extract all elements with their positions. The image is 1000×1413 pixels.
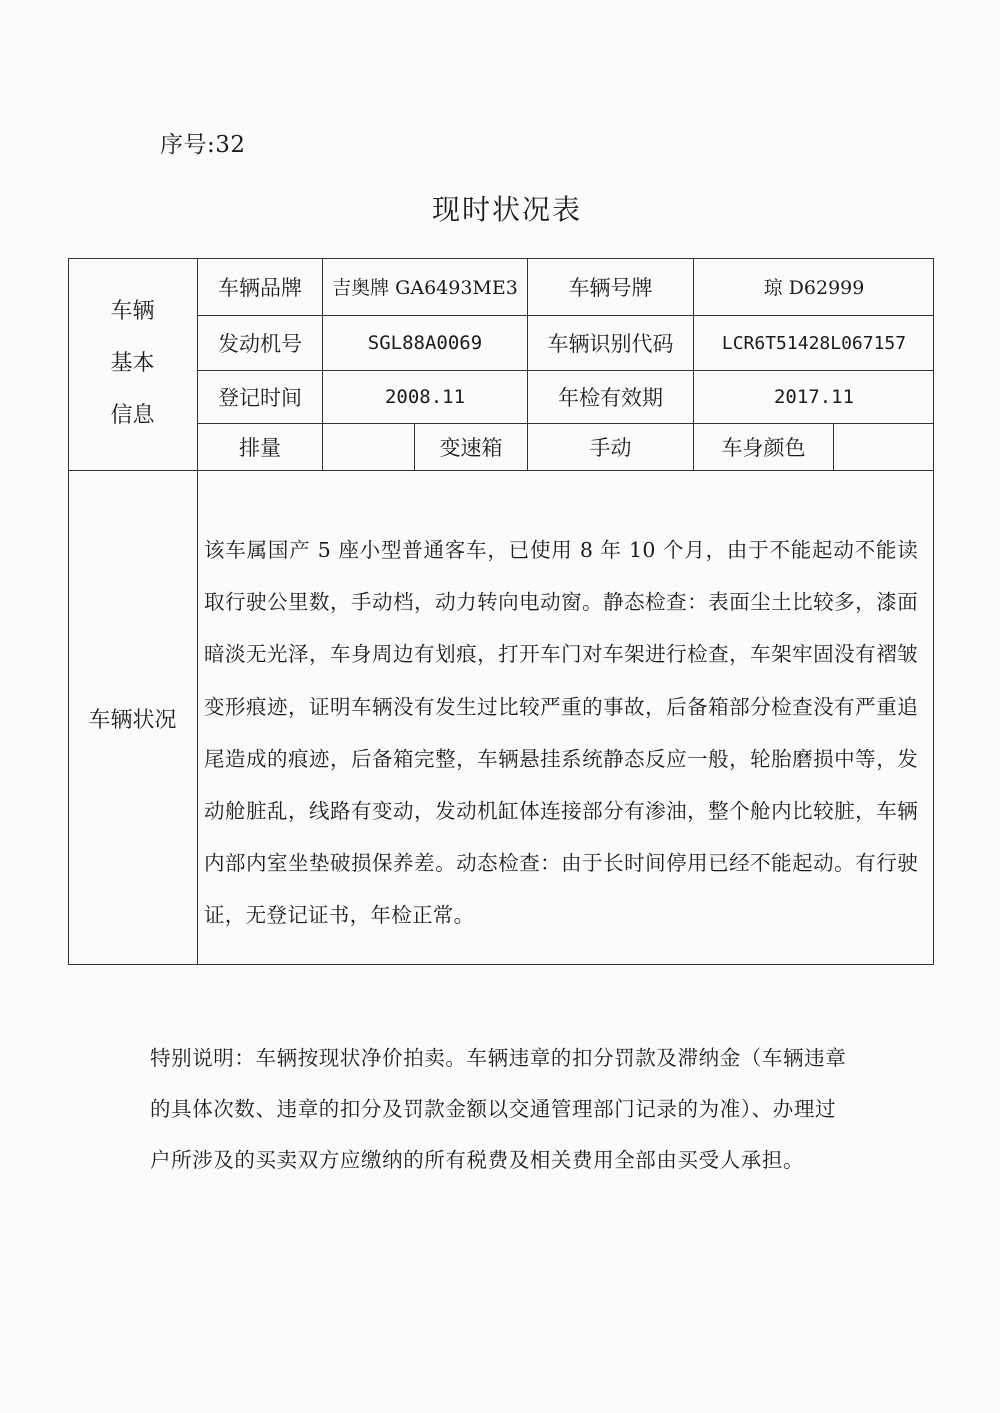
inspection-valid-label: 年检有效期 [558,386,663,410]
displacement-value [323,424,414,470]
basic-info-label-line: 信息 [110,403,155,428]
basic-info-label [68,258,197,470]
basic-info-label-line: 基本 [110,351,155,376]
engine-number-value: SGL88A0069 [367,332,483,354]
plate-label: 车辆号牌 [568,275,653,300]
displacement-label: 排量 [239,436,281,460]
gearbox-value: 手动 [589,436,632,460]
vin-label: 车辆识别代码 [547,332,674,356]
basic-info-label-line: 车辆 [110,299,155,324]
vin-value: LCR6T51428L067157 [721,332,907,354]
brand-label: 车辆品牌 [218,275,302,300]
body-color-label: 车身颜色 [721,436,806,460]
page-title: 现时状况表 [431,193,582,226]
brand-value: 吉奥牌 GA6493ME3 [332,277,518,299]
gearbox-label: 变速箱 [439,436,503,460]
engine-number-label: 发动机号 [218,332,302,356]
serial-number: 序号:32 [160,132,246,158]
condition-description: 该车属国产 5 座小型普通客车，已使用 8 年 10 个月，由于不能起动不能读取行驶公里数，手动档，动力转向电动窗。静态检查：表面尘土比较多，漆面暗淡无光泽，车身周边有划痕，打开车门对车架进行检查，车架牢固没有褶皱变形痕迹，证明车辆没有发生过比较严重的事故，后备箱部分检查没有严重追尾造成的痕迹，后备箱完整，车辆悬挂系统静态反应一般，轮胎磨损中等，发动舱脏乱，线路有变动，发动机缸体连接部分有渗油，整个舱内比较脏，车辆内部内室坐垫破损保养差。动态检查：由于长时间停用已经不能起动。有行驶证，无登记证书，年检正常。 [204,538,918,928]
condition-label: 车辆状况 [88,707,177,733]
body-color-value [834,424,934,470]
inspection-valid-value: 2017.11 [773,386,855,408]
registration-date-value: 2008.11 [384,386,466,408]
plate-value: 琼 D62999 [763,277,865,299]
registration-date-label: 登记时间 [218,386,302,410]
special-note: 特别说明：车辆按现状净价拍卖。车辆违章的扣分罚款及滞纳金（车辆违章的具体次数、违章的扣分及罚款金额以交通管理部门记录的为准）、办理过户所涉及的买卖双方应缴纳的所有税费及相关费用全部由买受人承担。 [150,1046,847,1172]
